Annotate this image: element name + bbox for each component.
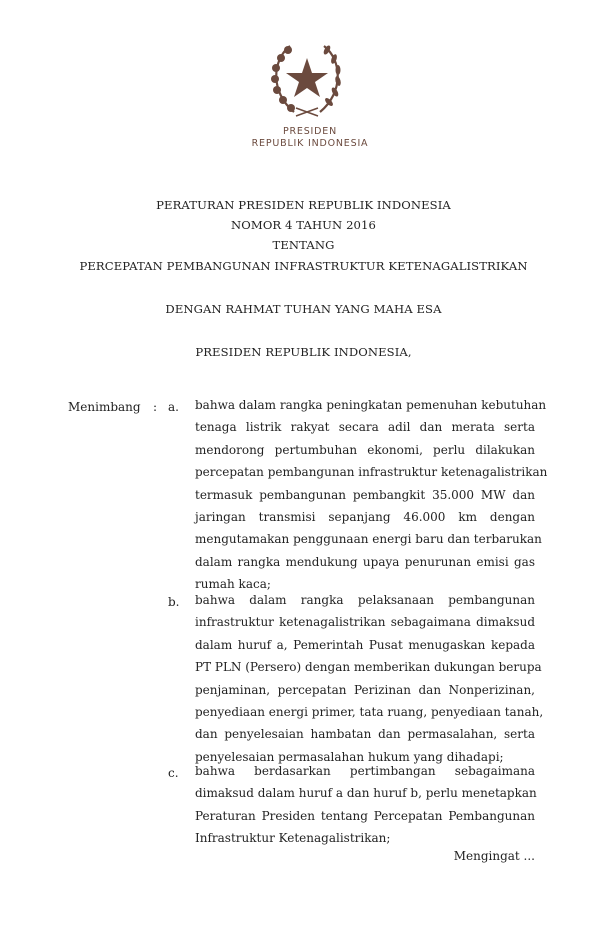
text-line: mendorong pertumbuhan ekonomi, perlu dilakukan xyxy=(195,442,535,457)
garuda-presidential-emblem xyxy=(266,36,348,120)
letterhead-president: PRESIDEN xyxy=(283,126,337,137)
considering-item-r xyxy=(195,394,548,596)
text-line: bahwa dalam rangka pelaksanaan pembangunan xyxy=(195,593,535,607)
text-line: termasuk pembangunan pembangkit 35.000 MW dan xyxy=(195,487,535,502)
text-line: penyelesaian permasalahan hukum yang dihadapi; xyxy=(195,749,504,764)
text-line: penjaminan, percepatan Perizinan dan Nonperizinan, xyxy=(195,682,535,697)
regulation-about-label: TENTANG xyxy=(272,238,335,252)
item-marker: b. xyxy=(168,595,180,609)
considering-item-r xyxy=(195,760,535,850)
continuation-marker: Mengingat ... xyxy=(453,849,535,863)
text-line: rumah kaca; xyxy=(195,577,271,592)
regulation-title: PERATURAN PRESIDEN REPUBLIK INDONESIA xyxy=(156,198,451,212)
regulation-subject: PERCEPATAN PEMBANGUNAN INFRASTRUKTUR KETENAGALISTRIKAN xyxy=(79,259,528,273)
letterhead-republic: REPUBLIK INDONESIA xyxy=(251,138,369,149)
text-line: Peraturan Presiden tentang Percepatan Pembangunan xyxy=(195,808,535,823)
text-line: tenaga listrik rakyat secara adil dan merata serta xyxy=(195,420,535,435)
item-marker: c. xyxy=(168,766,179,780)
text-line: PT PLN (Persero) dengan memberikan dukungan berupa xyxy=(195,660,542,675)
considering-label: Menimbang xyxy=(68,400,141,414)
regulation-number: NOMOR 4 TAHUN 2016 xyxy=(231,218,376,232)
item-marker: a. xyxy=(168,400,179,414)
text-line: infrastruktur ketenagalistrikan sebagaimana dimaksud xyxy=(195,615,535,630)
considering-item-r xyxy=(195,589,544,768)
text-line: dan penyelesaian hambatan dan permasalahan, serta xyxy=(195,727,535,742)
text-line: bahwa dalam rangka peningkatan pemenuhan kebutuhan xyxy=(195,398,547,412)
text-line: percepatan pembangunan infrastruktur ketenagalistrikan xyxy=(195,465,548,480)
text-line: bahwa berdasarkan pertimbangan sebagaimana xyxy=(195,764,535,778)
text-line: Infrastruktur Ketenagalistrikan; xyxy=(195,831,391,846)
text-line: dalam rangka mendukung upaya penurunan emisi gas xyxy=(195,554,535,569)
text-line: dimaksud dalam huruf a dan huruf b, perlu menetapkan xyxy=(195,786,537,801)
text-line: jaringan transmisi sepanjang 46.000 km dengan xyxy=(195,509,535,524)
text-line: dalam huruf a, Pemerintah Pusat menugaskan kepada xyxy=(195,637,535,652)
considering-colon: : xyxy=(153,400,158,414)
text-line: penyediaan energi primer, tata ruang, penyediaan tanah, xyxy=(195,704,544,719)
issuer: PRESIDEN REPUBLIK INDONESIA, xyxy=(195,345,412,359)
text-line: mengutamakan penggunaan energi baru dan terbarukan xyxy=(195,532,542,547)
invocation: DENGAN RAHMAT TUHAN YANG MAHA ESA xyxy=(165,302,442,316)
